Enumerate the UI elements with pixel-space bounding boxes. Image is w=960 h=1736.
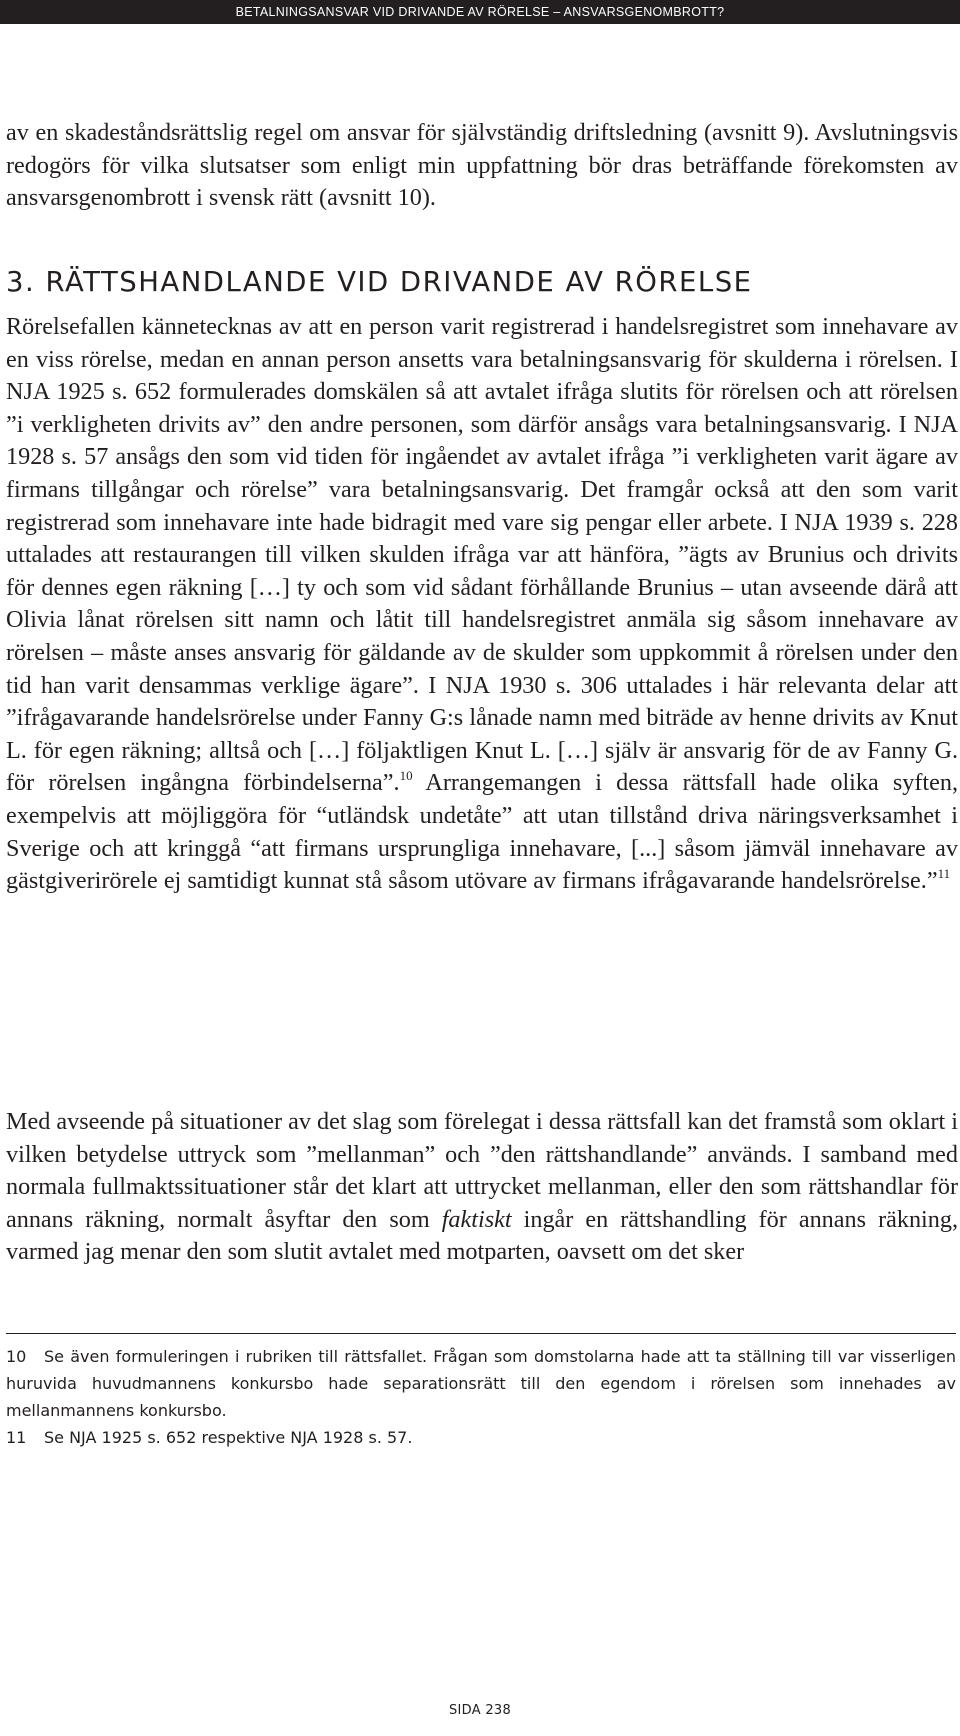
footnote-number: 10: [6, 1347, 27, 1366]
running-header: [0, 0, 960, 24]
running-header-title: BETALNINGSANSVAR VID DRIVANDE AV RÖRELSE – ANSVARSGENOMBROTT?: [235, 5, 725, 19]
footnote-10: [6, 1343, 956, 1424]
closing-paragraph: [6, 1106, 958, 1269]
footnote-11: [6, 1424, 956, 1451]
italic-emphasis: faktiskt: [441, 1205, 512, 1233]
footnote-divider: [6, 1333, 956, 1334]
footnote-number: 11: [6, 1428, 27, 1447]
paragraph-text-part-2: Arrangemangen i dessa rättsfall hade olika syften, exempelvis att möjliggöra för “utländsk undetåte” att utan tillstånd driva näringsverksamhet i Sverige och att kringgå “att firmans ursprungliga innehavare, [...] såsom jämväl innehavare av gästgiverirörele ej samtidigt kunnat stå såsom utövare av firmans ifrågavarande handelsrörelse.”: [6, 769, 958, 895]
footnote-ref-11: 11: [937, 866, 951, 882]
page-number: SIDA 238: [448, 1703, 512, 1718]
footnotes-section: [6, 1343, 956, 1451]
footnote-text: Se även formuleringen i rubriken till rättsfallet. Frågan som domstolarna hade att ta ställning till var visserligen huruvida huvudmannens konkursbo hade separationsrätt till den egendom i rörelsen som innehades av mellanmannens konkursbo.: [6, 1347, 956, 1420]
footnote-text: Se NJA 1925 s. 652 respektive NJA 1928 s. 57.: [44, 1428, 413, 1447]
paragraph-text-part-1: Rörelsefallen kännetecknas av att en person varit registrerad i handelsregistret som innehavare av en viss rörelse, medan en annan person ansetts vara betalningsansvarig för skulderna i rörelsen. I NJA 1925 s. 652 formulerades domskälen så att avtalet ifråga slutits för rörelsen och att rörelsen ”i verkligheten drivits av” den andre personen, som därför ansågs vara betalningsansvarig. I NJA 1928 s. 57 ansågs den som vid tiden för ingåendet av avtalet ifråga ”i verkligheten varit ägare av firmans tillgångar och rörelse” vara betalningsansvarig. Det framgår också att den som varit registrerad som innehavare inte hade bidragit med vare sig pengar eller arbete. I NJA 1939 s. 228 uttalades att restaurangen till vilken skulden ifråga var att hänföra, ”ägts av Brunius och drivits för dennes egen räkning […] ty och som vid sådant förhållande Brunius – utan avseende därå att Olivia lånat rörelsen sitt namn och låtit till handelsregistret anmäla sig såsom innehavare av rörelsen – måste anses ansvarig för gäldande av de skulder som uppkommit å rörelsen under den tid han varit densammas verklige ägare”. I NJA 1930 s. 306 uttalades i här relevanta delar att ”ifrågavarande handelsrörelse under Fanny G:s lånade namn med biträde av henne drivits av Knut L. för egen räkning; alltså och […] följaktligen Knut L. […] själv är ansvarig för de av Fanny G. för rörelsen ingångna förbindelserna”.: [6, 313, 958, 797]
section-heading: 3. RÄTTSHANDLANDE VID DRIVANDE AV RÖRELSE: [6, 266, 753, 298]
closing-text-part-1: Med avseende på situationer av det slag som förelegat i dessa rättsfall kan det framstå som oklart i vilken betydelse uttryck som ”mellanman” och ”den rättshandlande” används. I samband med normala fullmaktssituationer står det klart att uttrycket mellanman, eller den som rättshandlar för annans räkning, normalt åsyftar den som: [6, 1108, 958, 1233]
intro-paragraph: av en skadeståndsrättslig regel om ansvar för självständig driftsledning (avsnitt 9). Avslutningsvis redogörs för vilka slutsatser som enligt min uppfattning bör dras beträffande förekomsten av ansvarsgenombrott i svensk rätt (avsnitt 10).: [6, 119, 958, 212]
footnote-ref-10: 10: [399, 768, 413, 784]
closing-text-part-2: ingår en rättshandling för annans räkning, varmed jag menar den som slutit avtalet med motparten, oavsett om det sker: [6, 1205, 959, 1266]
section-paragraph: [6, 311, 958, 898]
